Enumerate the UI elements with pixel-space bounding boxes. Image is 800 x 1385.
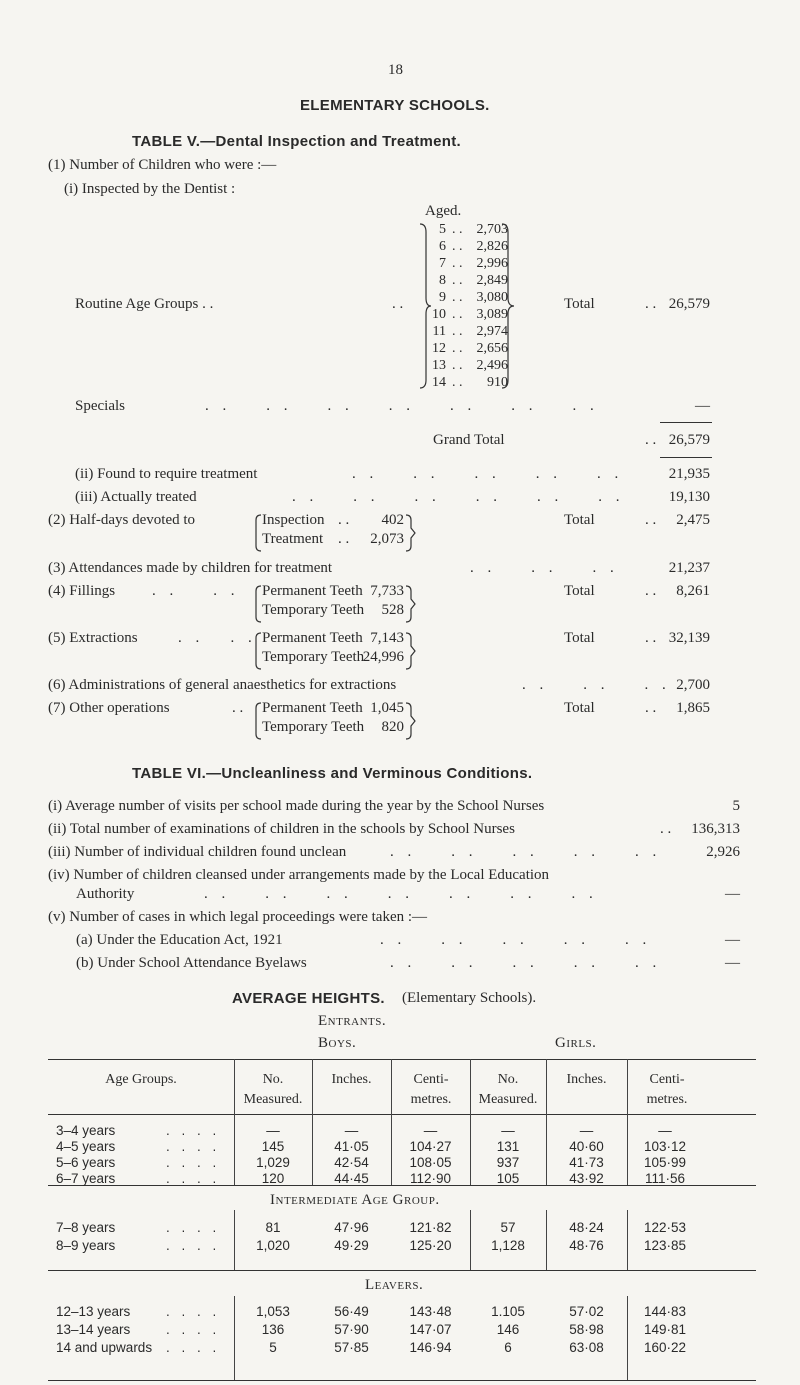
- age-count: 3,089: [476, 307, 508, 322]
- halfday-name: Inspection: [262, 512, 325, 528]
- table6-row-label: (a) Under the Education Act, 1921: [76, 932, 283, 948]
- table6-row-value: —: [725, 886, 740, 902]
- height-cell: 6: [504, 1340, 512, 1355]
- other-name: Temporary Teeth: [262, 719, 365, 735]
- left-brace-icon: [252, 585, 262, 623]
- fillings-total-label: Total: [564, 583, 595, 599]
- anaesthetics-label: (6) Administrations of general anaesthetics for extractions: [48, 677, 397, 693]
- age-group-cell: 14 and upwards: [56, 1340, 153, 1355]
- height-cell: —: [579, 1123, 594, 1138]
- age-value: 13: [432, 358, 446, 373]
- leader-dots: . . . .: [166, 1171, 221, 1186]
- col-header-girls-centimetres: Centi- metres.: [646, 1072, 688, 1107]
- entrants-label: Entrants.: [318, 1013, 387, 1029]
- other-total: 1,865: [676, 700, 710, 716]
- height-cell: 63·08: [569, 1340, 604, 1355]
- age-count: 2,996: [476, 256, 508, 271]
- right-brace-icon: [404, 702, 416, 740]
- age-count: 2,496: [476, 358, 508, 373]
- height-cell: 5: [269, 1340, 277, 1355]
- leader-dots: . .: [452, 256, 463, 271]
- leader-dots: . . . .: [166, 1340, 221, 1355]
- age-value: 6: [439, 239, 446, 254]
- height-cell: 111·56: [644, 1171, 686, 1186]
- height-cell: 149·81: [643, 1322, 687, 1337]
- right-brace-icon: [404, 632, 416, 670]
- height-cell: —: [423, 1123, 438, 1138]
- extraction-name: Temporary Teeth: [262, 649, 365, 665]
- leader-dots: . .: [452, 358, 463, 373]
- table6-title: TABLE VI.—Uncleanliness and Verminous Conditions.: [132, 765, 533, 782]
- leader-dots: . .: [452, 290, 463, 305]
- right-brace-icon: [404, 514, 416, 552]
- height-cell: 1,128: [491, 1238, 525, 1253]
- leader-dots: . .: [452, 273, 463, 288]
- height-cell: 57·90: [334, 1322, 369, 1337]
- leavers-label: Leavers.: [365, 1277, 424, 1293]
- table6-row-label: (b) Under School Attendance Byelaws: [76, 955, 307, 971]
- height-cell: 104·27: [409, 1139, 452, 1154]
- halfdays-total-label: Total: [564, 512, 595, 528]
- col-header-boys-centimetres: Centi- metres.: [410, 1072, 452, 1107]
- leader-dots: . .: [452, 375, 463, 390]
- height-cell: 57: [500, 1220, 516, 1235]
- halfday-value: 2,073: [370, 531, 404, 547]
- leader-dots: . . . .: [166, 1238, 221, 1253]
- rule: [48, 1270, 756, 1271]
- table6-row-value: —: [725, 932, 740, 948]
- rule: [48, 1059, 756, 1060]
- left-brace-icon: [252, 514, 262, 552]
- age-count: 2,703: [476, 222, 508, 237]
- boys-label: Boys.: [318, 1035, 357, 1051]
- age-group-cell: 6–7 years: [56, 1171, 116, 1186]
- heights-title: AVERAGE HEIGHTS.: [232, 990, 385, 1007]
- table5-title: TABLE V.—Dental Inspection and Treatment.: [132, 133, 462, 150]
- leader-dots: . . . .: [166, 1304, 221, 1319]
- height-cell: 122·53: [643, 1220, 687, 1235]
- left-brace-icon: [252, 702, 262, 740]
- height-cell: 144·83: [643, 1304, 687, 1319]
- height-cell: 147·07: [409, 1322, 452, 1337]
- age-value: 9: [439, 290, 446, 305]
- height-cell: 58·98: [569, 1322, 604, 1337]
- age-value: 10: [432, 307, 446, 322]
- leader-dots: . .: [452, 239, 463, 254]
- age-value: 11: [432, 324, 446, 339]
- height-cell: 145: [261, 1139, 285, 1154]
- col-header-girls-no-measured: No. Measured.: [478, 1072, 538, 1107]
- col-header-girls-inches: Inches.: [566, 1072, 607, 1087]
- height-cell: 57·85: [334, 1340, 369, 1355]
- height-cell: 121·82: [409, 1220, 452, 1235]
- height-cell: 40·60: [569, 1139, 604, 1154]
- height-cell: 48·76: [569, 1238, 604, 1253]
- col-header-boys-no-measured: No. Measured.: [243, 1072, 303, 1107]
- table6-row-value: 2,926: [706, 844, 740, 860]
- height-cell: 108·05: [409, 1155, 452, 1170]
- height-cell: —: [344, 1123, 359, 1138]
- table6-row-label: (i) Average number of visits per school made during the year by the School Nurses: [48, 798, 545, 814]
- height-cell: 1,053: [256, 1304, 290, 1319]
- height-cell: 131: [496, 1139, 520, 1154]
- height-cell: 49·29: [334, 1238, 369, 1253]
- table6-row-label: (iv) Number of children cleansed under arrangements made by the Local Education: [48, 867, 550, 883]
- leader-dots: . .: [452, 324, 463, 339]
- rule: [48, 1380, 756, 1381]
- age-count: 2,849: [476, 273, 508, 288]
- attendances-value: 21,237: [668, 560, 710, 576]
- height-cell: 44·45: [334, 1171, 369, 1186]
- height-cell: 42·54: [334, 1155, 369, 1170]
- extractions-label: (5) Extractions: [48, 630, 138, 646]
- height-cell: 81: [265, 1220, 281, 1235]
- other-total-label: Total: [564, 700, 595, 716]
- age-count: 2,974: [476, 324, 508, 339]
- leader-dots: . .: [452, 222, 463, 237]
- leader-dots: . . . .: [166, 1123, 221, 1138]
- height-cell: 105·99: [643, 1155, 687, 1170]
- height-cell: 160·22: [643, 1340, 687, 1355]
- age-count: 2,826: [476, 239, 508, 254]
- halfdays-total: 2,475: [676, 512, 710, 528]
- extraction-name: Permanent Teeth: [262, 630, 363, 646]
- table6-row-label: Authority: [76, 886, 135, 902]
- aged-label: Aged.: [425, 203, 462, 219]
- height-cell: 47·96: [334, 1220, 369, 1235]
- other-label: (7) Other operations: [48, 700, 170, 716]
- item1i-label: (i) Inspected by the Dentist :: [64, 181, 236, 197]
- leader-dots: . . . .: [166, 1139, 221, 1154]
- leader-dots: . .: [452, 341, 463, 356]
- rule: [660, 422, 712, 423]
- leader-dots: . . . .: [166, 1322, 221, 1337]
- attendances-label: (3) Attendances made by children for treatment: [48, 560, 333, 576]
- age-group-cell: 4–5 years: [56, 1139, 116, 1154]
- filling-name: Temporary Teeth: [262, 602, 365, 618]
- other-value: 1,045: [370, 700, 404, 716]
- extractions-total-label: Total: [564, 630, 595, 646]
- grand-total-label: Grand Total: [433, 432, 505, 448]
- age-count: 2,656: [476, 341, 508, 356]
- left-brace-icon: [252, 632, 262, 670]
- age-value: 7: [439, 256, 446, 271]
- age-group-cell: 13–14 years: [56, 1322, 131, 1337]
- height-cell: 125·20: [409, 1238, 452, 1253]
- filling-value: 7,733: [370, 583, 404, 599]
- height-cell: 57·02: [569, 1304, 604, 1319]
- age-count: 3,080: [476, 290, 508, 305]
- height-cell: 1,029: [256, 1155, 290, 1170]
- filling-value: 528: [381, 602, 404, 618]
- page-heading: ELEMENTARY SCHOOLS.: [300, 97, 490, 114]
- intermediate-label: Intermediate Age Group.: [270, 1192, 440, 1208]
- right-brace-icon: [404, 585, 416, 623]
- halfdays-label: (2) Half-days devoted to: [48, 512, 196, 528]
- filling-name: Permanent Teeth: [262, 583, 363, 599]
- treated-label: (iii) Actually treated: [75, 489, 197, 505]
- height-cell: 146: [496, 1322, 520, 1337]
- fillings-label: (4) Fillings: [48, 583, 116, 599]
- height-cell: 136: [261, 1322, 285, 1337]
- specials-value: —: [695, 398, 710, 414]
- height-cell: 937: [496, 1155, 520, 1170]
- other-name: Permanent Teeth: [262, 700, 363, 716]
- height-cell: 112·90: [409, 1171, 452, 1186]
- height-cell: —: [658, 1123, 672, 1138]
- halfday-value: 402: [381, 512, 404, 528]
- left-bracket-icon: [418, 222, 432, 390]
- table6-row-value: 136,313: [691, 821, 740, 837]
- age-value: 14: [432, 375, 446, 390]
- page-number: 18: [388, 62, 403, 78]
- other-value: 820: [381, 719, 404, 735]
- table6-row-value: 5: [732, 798, 740, 814]
- age-group-cell: 3–4 years: [56, 1123, 116, 1138]
- table6-row-label: (iii) Number of individual children found unclean: [48, 844, 347, 860]
- age-value: 5: [439, 222, 446, 237]
- found-label: (ii) Found to require treatment: [75, 466, 258, 482]
- height-cell: 41·05: [334, 1139, 369, 1154]
- leader-dots: . . . .: [166, 1220, 221, 1235]
- routine-total-label: Total: [564, 296, 595, 312]
- routine-total-value: 26,579: [668, 296, 710, 312]
- height-cell: 48·24: [569, 1220, 604, 1235]
- extraction-value: 24,996: [362, 649, 404, 665]
- col-header-boys-inches: Inches.: [331, 1072, 372, 1087]
- age-group-cell: 7–8 years: [56, 1220, 116, 1235]
- right-bracket-icon: [500, 222, 516, 390]
- found-value: 21,935: [668, 466, 710, 482]
- table6-row-value: —: [725, 955, 740, 971]
- col-header-age-groups: Age Groups.: [105, 1072, 177, 1087]
- treated-value: 19,130: [668, 489, 710, 505]
- age-group-cell: 5–6 years: [56, 1155, 116, 1170]
- extraction-value: 7,143: [370, 630, 404, 646]
- height-cell: —: [266, 1123, 280, 1138]
- age-group-cell: 8–9 years: [56, 1238, 116, 1253]
- halfday-name: Treatment: [262, 531, 324, 547]
- height-cell: 1,020: [256, 1238, 290, 1253]
- item1-label: (1) Number of Children who were :—: [48, 157, 277, 173]
- fillings-total: 8,261: [676, 583, 710, 599]
- extractions-total: 32,139: [668, 630, 710, 646]
- grand-total-value: 26,579: [668, 432, 710, 448]
- height-cell: 123·85: [643, 1238, 687, 1253]
- height-cell: 43·92: [569, 1171, 604, 1186]
- height-cell: 120: [261, 1171, 285, 1186]
- rule: [48, 1114, 756, 1115]
- routine-label: Routine Age Groups . .: [75, 296, 214, 312]
- table6-row-label: (ii) Total number of examinations of children in the schools by School Nurses: [48, 821, 515, 837]
- age-count: 910: [487, 375, 508, 390]
- age-value: 12: [432, 341, 446, 356]
- height-cell: 103·12: [643, 1139, 687, 1154]
- girls-label: Girls.: [555, 1035, 597, 1051]
- height-cell: 146·94: [409, 1340, 452, 1355]
- heights-subtitle: (Elementary Schools).: [402, 990, 537, 1006]
- rule: [660, 457, 712, 458]
- height-cell: 56·49: [334, 1304, 369, 1319]
- age-group-cell: 12–13 years: [56, 1304, 131, 1319]
- specials-label: Specials: [75, 398, 125, 414]
- leader-dots: . . . .: [166, 1155, 221, 1170]
- age-value: 8: [439, 273, 446, 288]
- height-cell: 41·73: [569, 1155, 604, 1170]
- height-cell: 105: [496, 1171, 520, 1186]
- leader-dots: . .: [452, 307, 463, 322]
- height-cell: 143·48: [409, 1304, 452, 1319]
- anaesthetics-value: 2,700: [676, 677, 710, 693]
- height-cell: 1.105: [491, 1304, 525, 1319]
- table6-row-label: (v) Number of cases in which legal proceedings were taken :—: [48, 909, 428, 925]
- height-cell: —: [501, 1123, 515, 1138]
